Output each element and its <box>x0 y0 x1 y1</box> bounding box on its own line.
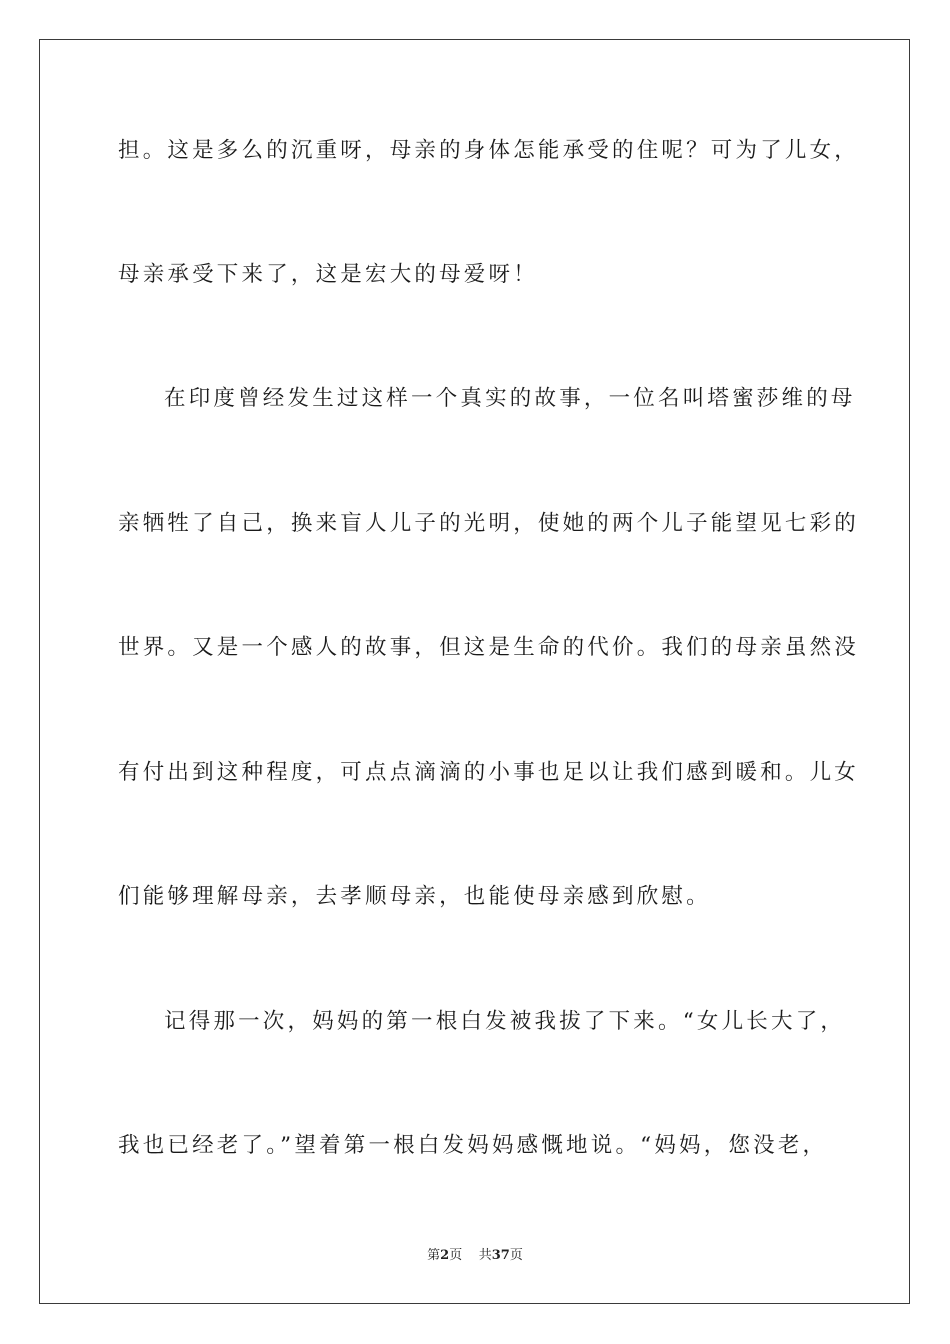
paragraph-first-line: 记得那一次，妈妈的第一根白发被我拔了下来。“女儿长大了， <box>164 1009 846 1034</box>
text-line: 世界。又是一个感人的故事，但这是生命的代价。我们的母亲虽然没 <box>118 635 860 660</box>
text-line: 们能够理解母亲，去孝顺母亲，也能使母亲感到欣慰。 <box>118 884 711 909</box>
total-label-prefix: 共 <box>478 1248 492 1263</box>
text-line: 担。这是多么的沉重呀，母亲的身体怎能承受的住呢？可为了儿女， <box>118 138 860 163</box>
total-label-suffix: 页 <box>509 1248 523 1263</box>
text-line: 有付出到这种程度，可点点滴滴的小事也足以让我们感到暖和。儿女 <box>118 760 860 785</box>
paragraph-first-line: 在印度曾经发生过这样一个真实的故事，一位名叫塔蜜莎维的母 <box>164 386 856 411</box>
page-label-suffix: 页 <box>449 1248 463 1263</box>
total-pages: 37 <box>491 1248 510 1263</box>
text-line: 我也已经老了。”望着第一根白发妈妈感慨地说。“妈妈，您没老， <box>118 1133 828 1158</box>
page-footer <box>0 1247 950 1265</box>
page-border <box>39 39 910 1304</box>
page-number: 2 <box>440 1248 450 1263</box>
text-line: 亲牺牲了自己，换来盲人儿子的光明，使她的两个儿子能望见七彩的 <box>118 511 860 536</box>
page-label-prefix: 第 <box>427 1248 441 1263</box>
text-line: 母亲承受下来了，这是宏大的母爱呀！ <box>118 262 538 287</box>
